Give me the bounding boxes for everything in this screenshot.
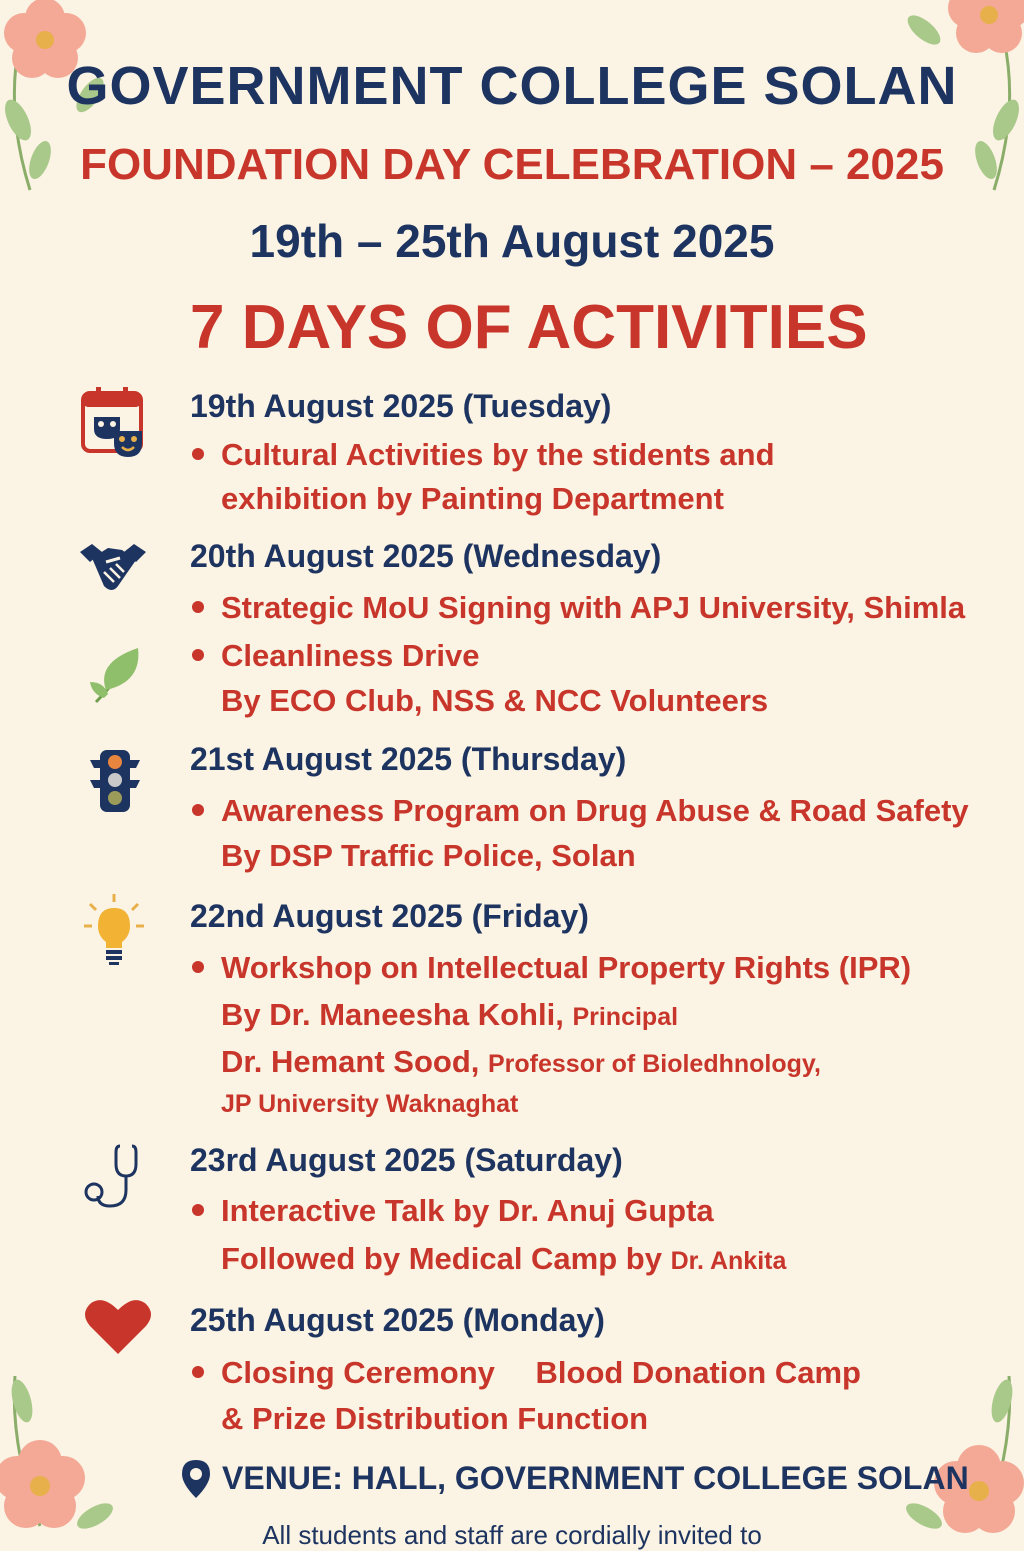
bullet-dot bbox=[192, 1360, 210, 1378]
event-dates: 19th – 25th August 2025 bbox=[249, 215, 775, 267]
doctor-name: Dr. Ankita bbox=[670, 1247, 787, 1275]
day-3-line-2: By DSP Traffic Police, Solan bbox=[221, 838, 636, 873]
day-5-date: 23rd August 2025 (Saturday) bbox=[190, 1142, 623, 1178]
location-pin-icon bbox=[180, 1458, 212, 1500]
day-6-line-2: & Prize Distribution Function bbox=[221, 1401, 649, 1436]
event-title: FOUNDATION DAY CELEBRATION – 2025 bbox=[80, 140, 944, 189]
blood-donation-camp: Blood Donation Camp bbox=[535, 1355, 861, 1390]
lightbulb-icon bbox=[82, 892, 146, 968]
day-2-line-3: By ECO Club, NSS & NCC Volunteers bbox=[221, 683, 769, 718]
traffic-light-icon bbox=[86, 748, 144, 814]
leaf-icon bbox=[86, 642, 146, 712]
bullet-dot bbox=[192, 1198, 210, 1216]
invitation-footer: All students and staff are cordially invited to bbox=[262, 1520, 762, 1550]
handshake-icon bbox=[78, 538, 148, 598]
day-4-date: 22nd August 2025 (Friday) bbox=[190, 898, 589, 934]
day-6-line-1 bbox=[221, 1355, 861, 1391]
day-3-date: 21st August 2025 (Thursday) bbox=[190, 741, 627, 777]
speaker-title-2: Professor of Bioledhnology, bbox=[488, 1050, 821, 1078]
closing-ceremony: Closing Ceremony bbox=[221, 1355, 495, 1390]
activities-headline: 7 DAYS OF ACTIVITIES bbox=[190, 293, 868, 362]
day-4-line-1: Workshop on Intellectual Property Rights (IPR) bbox=[221, 950, 912, 985]
day-2-date: 20th August 2025 (Wednesday) bbox=[190, 538, 662, 574]
college-name: GOVERNMENT COLLEGE SOLAN bbox=[66, 56, 958, 116]
day-5-line-1: Interactive Talk by Dr. Anuj Gupta bbox=[221, 1193, 714, 1228]
day-1-line-2: exhibition by Painting Department bbox=[221, 481, 724, 516]
speaker-title-1: Principal bbox=[572, 1003, 679, 1031]
stethoscope-icon bbox=[80, 1142, 144, 1214]
day-1-date: 19th August 2025 (Tuesday) bbox=[190, 388, 612, 424]
day-4-line-3 bbox=[221, 1044, 821, 1080]
venue-text: VENUE: HALL, GOVERNMENT COLLEGE SOLAN bbox=[222, 1460, 969, 1496]
calendar-masks-icon bbox=[80, 385, 148, 461]
day-5-line-2 bbox=[221, 1241, 786, 1277]
bullet-dot bbox=[192, 595, 210, 613]
bullet-dot bbox=[192, 955, 210, 973]
heart-icon bbox=[84, 1298, 152, 1356]
day-4-line-4: JP University Waknaghat bbox=[221, 1090, 519, 1118]
day-1-line-1: Cultural Activities by the stidents and bbox=[221, 437, 775, 472]
bullet-dot bbox=[192, 442, 210, 460]
day-4-line-2 bbox=[221, 997, 678, 1033]
bullet-dot bbox=[192, 643, 210, 661]
bullet-dot bbox=[192, 798, 210, 816]
flower-corner-bottom-left-icon bbox=[0, 1366, 130, 1536]
medical-camp-text: Followed by Medical Camp by bbox=[221, 1241, 662, 1276]
flower-corner-bottom-right-icon bbox=[894, 1366, 1024, 1536]
day-2-line-1: Strategic MoU Signing with APJ University, Shimla bbox=[221, 590, 966, 625]
speaker-name-2: Dr. Hemant Sood, bbox=[221, 1044, 480, 1079]
day-3-line-1: Awareness Program on Drug Abuse & Road Safety bbox=[221, 793, 969, 828]
speaker-name-1: By Dr. Maneesha Kohli, bbox=[221, 997, 564, 1032]
day-6-date: 25th August 2025 (Monday) bbox=[190, 1302, 605, 1338]
day-2-line-2: Cleanliness Drive bbox=[221, 638, 480, 673]
